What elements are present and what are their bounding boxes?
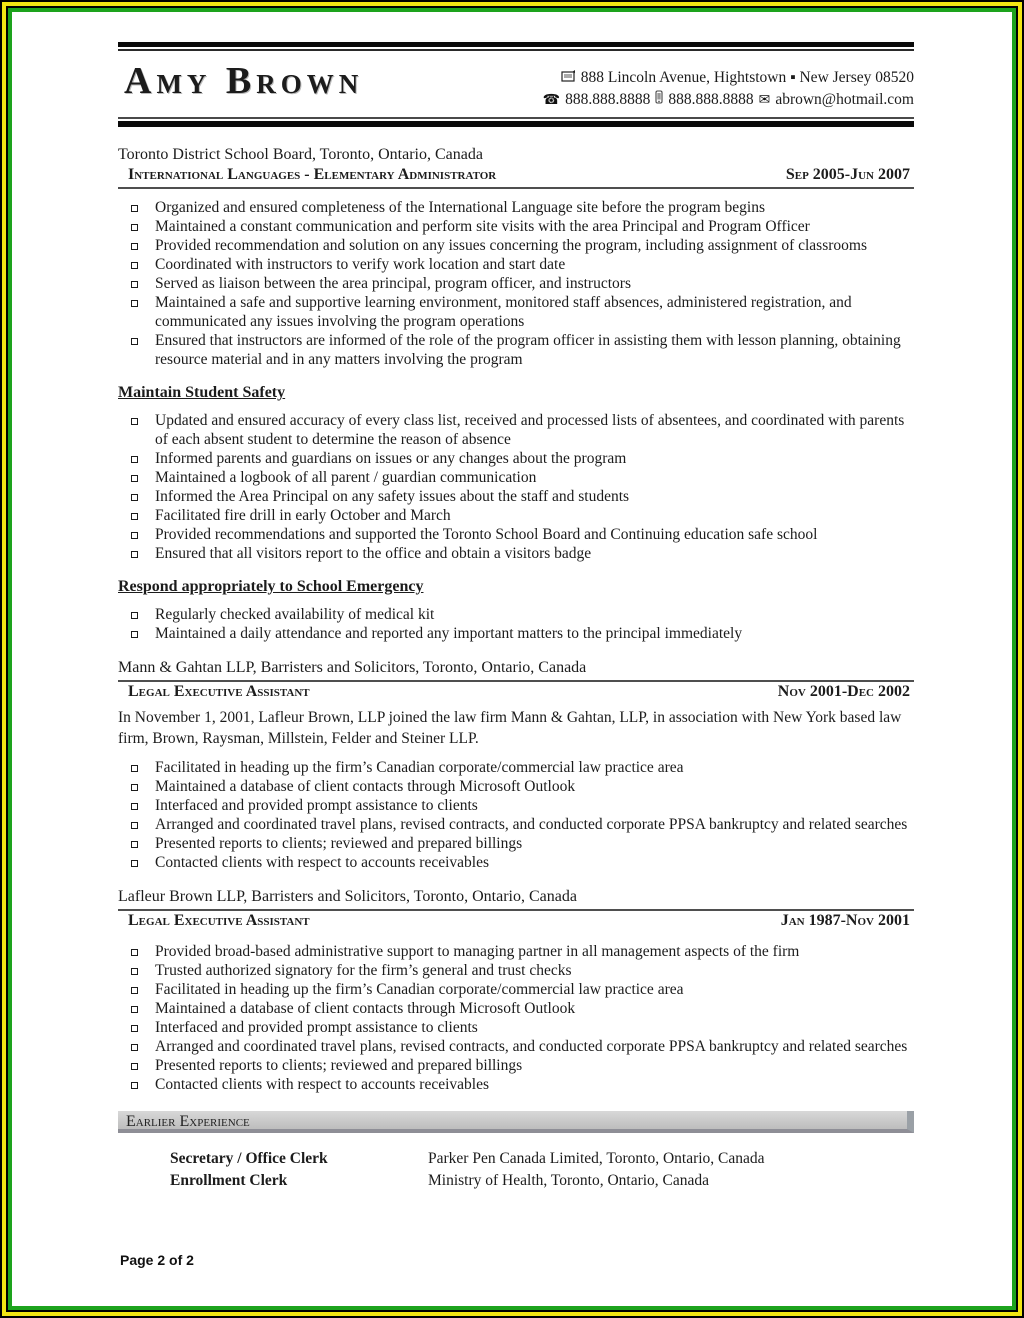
list-item — [118, 624, 914, 643]
bullet-text: Facilitated in heading up the firm’s Canadian corporate/commercial law practice area — [155, 759, 684, 776]
list-item — [118, 411, 914, 449]
bullet-text: Arranged and coordinated travel plans, revised contracts, and conducted corporate PPSA bankruptcy and related searches — [155, 1038, 908, 1055]
job1-title-row — [118, 165, 914, 189]
cellphone-icon — [655, 89, 663, 111]
letter-icon — [561, 67, 576, 89]
phone-number: 888.888.8888 — [565, 91, 651, 108]
list-item — [118, 1056, 914, 1075]
bullet-text: Arranged and coordinated travel plans, revised contracts, and conducted corporate PPSA bankruptcy and related searches — [155, 816, 908, 833]
bullet-text: Provided broad-based administrative support to managing partner in all management aspects of the firm — [155, 943, 800, 960]
bullet-square-icon — [118, 999, 155, 1013]
earlier-role: Enrollment Clerk — [170, 1172, 288, 1189]
bullet-text: Interfaced and provided prompt assistance to clients — [155, 797, 478, 814]
bullet-square-icon — [118, 815, 155, 829]
job3-title-row — [118, 911, 914, 933]
job1-company: Toronto District School Board, Toronto, Ontario, Canada — [118, 146, 483, 163]
earlier-org: Ministry of Health, Toronto, Ontario, Canada — [428, 1172, 710, 1189]
candidate-name: Amy Brown — [124, 60, 364, 102]
bullet-text: Presented reports to clients; reviewed and prepared billings — [155, 1057, 523, 1074]
bullet-text: Facilitated fire drill in early October and March — [155, 507, 451, 524]
job2-title-row — [118, 682, 914, 704]
emergency-heading: Respond appropriately to School Emergency — [118, 578, 424, 595]
mobile-number: 888.888.8888 — [668, 91, 754, 108]
bullet-square-icon — [118, 942, 155, 956]
bullet-text: Trusted authorized signatory for the firm’s general and trust checks — [155, 962, 572, 979]
list-item — [118, 1075, 914, 1094]
bullet-text: Maintained a database of client contacts through Microsoft Outlook — [155, 1000, 576, 1017]
header-bottom-rule — [118, 117, 914, 127]
list-item — [118, 1018, 914, 1037]
job3-bullet-list — [118, 942, 914, 1094]
job2-section — [118, 658, 914, 872]
list-item — [118, 198, 914, 217]
list-item — [118, 331, 914, 369]
bullet-square-icon — [118, 1018, 155, 1032]
list-item — [118, 506, 914, 525]
bullet-square-icon — [118, 853, 155, 867]
bullet-square-icon — [118, 449, 155, 463]
address-row — [543, 67, 914, 89]
earlier-experience-section — [118, 1111, 914, 1191]
bullet-text: Maintained a constant communication and perform site visits with the area Principal and Program Officer — [155, 218, 810, 235]
job2-dates: Nov 2001-Dec 2002 — [777, 683, 910, 700]
address-text: 888 Lincoln Avenue, Hightstown ▪ New Jersey 08520 — [580, 69, 914, 86]
resume-header — [118, 59, 914, 111]
job1-dates: Sep 2005-Jun 2007 — [785, 166, 910, 183]
bullet-text: Ensured that all visitors report to the office and obtain a visitors badge — [155, 545, 592, 562]
bullet-text: Contacted clients with respect to accounts receivables — [155, 854, 489, 871]
bullet-square-icon — [118, 255, 155, 269]
earlier-experience-heading-bar: Earlier Experience — [118, 1111, 914, 1133]
bullet-square-icon — [118, 1056, 155, 1070]
job3-company: Lafleur Brown LLP, Barristers and Solicitors, Toronto, Ontario, Canada — [118, 887, 914, 911]
bullet-text: Presented reports to clients; reviewed and prepared billings — [155, 835, 523, 852]
bullet-text: Coordinated with instructors to verify work location and start date — [155, 256, 566, 273]
list-item — [118, 255, 914, 274]
bullet-square-icon — [118, 525, 155, 539]
bullet-square-icon — [118, 236, 155, 250]
bullet-text: Updated and ensured accuracy of every class list, received and processed lists of absentees, and coordinated with parents of each absent student to determine the reason of absence — [155, 412, 905, 448]
bullet-text: Organized and ensured completeness of the International Language site before the program begins — [155, 199, 766, 216]
resume-page — [118, 42, 914, 1191]
bullet-square-icon — [118, 961, 155, 975]
list-item — [118, 1037, 914, 1056]
list-item — [118, 217, 914, 236]
emergency-bullet-list — [118, 605, 914, 643]
bullet-text: Maintained a daily attendance and reported any important matters to the principal immediately — [155, 625, 743, 642]
earlier-experience-rows — [170, 1149, 914, 1191]
safety-subsection — [118, 384, 914, 563]
bullet-square-icon — [118, 487, 155, 501]
bullet-text: Maintained a safe and supportive learning environment, monitored staff absences, administered registration, and communicated any issues involving the program operations — [155, 294, 852, 330]
list-item — [118, 525, 914, 544]
bullet-square-icon — [118, 411, 155, 425]
bullet-text: Maintained a database of client contacts through Microsoft Outlook — [155, 778, 576, 795]
safety-bullet-list — [118, 411, 914, 563]
emergency-subsection — [118, 578, 914, 643]
bullet-square-icon — [118, 293, 155, 307]
header-top-rule — [118, 42, 914, 51]
list-item — [118, 449, 914, 468]
bullet-text: Informed parents and guardians on issues or any changes about the program — [155, 450, 627, 467]
bullet-text: Provided recommendation and solution on any issues concerning the program, including assignment of classrooms — [155, 237, 868, 254]
job2-intro-paragraph: In November 1, 2001, Lafleur Brown, LLP joined the law firm Mann & Gahtan, LLP, in association with New York based law firm, Brown, Raysman, Millstein, Felder and Steiner LLP. — [118, 709, 902, 747]
list-item — [118, 758, 914, 777]
envelope-icon: ✉ — [758, 92, 771, 108]
list-item — [118, 544, 914, 563]
bullet-text: Interfaced and provided prompt assistance to clients — [155, 1019, 478, 1036]
phone-icon: ☎ — [542, 92, 561, 108]
safety-heading: Maintain Student Safety — [118, 384, 286, 401]
email-text: abrown@hotmail.com — [775, 91, 914, 108]
list-item — [118, 961, 914, 980]
bullet-square-icon — [118, 468, 155, 482]
list-item — [118, 942, 914, 961]
job1-title: International Languages - Elementary Administrator — [128, 166, 497, 183]
earlier-org: Parker Pen Canada Limited, Toronto, Ontario, Canada — [428, 1150, 765, 1167]
bullet-text: Facilitated in heading up the firm’s Canadian corporate/commercial law practice area — [155, 981, 684, 998]
bullet-text: Served as liaison between the area principal, program officer, and instructors — [155, 275, 631, 292]
job3-section — [118, 887, 914, 1094]
bullet-text: Provided recommendations and supported the Toronto School Board and Continuing education safe school — [155, 526, 818, 543]
bullet-square-icon — [118, 1075, 155, 1089]
bullet-text: Regularly checked availability of medical kit — [155, 606, 435, 623]
bullet-square-icon — [118, 796, 155, 810]
list-item — [118, 815, 914, 834]
job3-dates: Jan 1987-Nov 2001 — [780, 912, 910, 929]
job2-bullet-list — [118, 758, 914, 872]
job1-bullet-list — [118, 198, 914, 369]
bullet-square-icon — [118, 506, 155, 520]
job3-title: Legal Executive Assistant — [128, 912, 310, 929]
earlier-role: Secretary / Office Clerk — [170, 1150, 328, 1167]
bullet-square-icon — [118, 217, 155, 231]
list-item — [118, 777, 914, 796]
bullet-square-icon — [118, 331, 155, 345]
job2-title: Legal Executive Assistant — [128, 683, 310, 700]
bullet-square-icon — [118, 758, 155, 772]
list-item — [118, 487, 914, 506]
bullet-square-icon — [118, 198, 155, 212]
list-item — [118, 468, 914, 487]
job1-section — [118, 145, 914, 369]
list-item — [118, 980, 914, 999]
list-item — [118, 274, 914, 293]
bullet-square-icon — [118, 1037, 155, 1051]
bullet-square-icon — [118, 605, 155, 619]
phone-email-row — [543, 89, 914, 111]
list-item — [118, 236, 914, 255]
list-item — [118, 834, 914, 853]
bullet-square-icon — [118, 980, 155, 994]
bullet-text: Ensured that instructors are informed of the role of the program officer in assisting them with lesson planning, obtaining resource material and in any matters involving the program — [155, 332, 901, 368]
list-item — [118, 605, 914, 624]
bullet-square-icon — [118, 624, 155, 638]
bullet-text: Contacted clients with respect to accounts receivables — [155, 1076, 489, 1093]
bullet-text: Informed the Area Principal on any safety issues about the staff and students — [155, 488, 630, 505]
bullet-square-icon — [118, 544, 155, 558]
list-item — [118, 796, 914, 815]
bullet-square-icon — [118, 777, 155, 791]
list-item — [118, 293, 914, 331]
job2-company: Mann & Gahtan LLP, Barristers and Solicitors, Toronto, Ontario, Canada — [118, 658, 914, 682]
bullet-text: Maintained a logbook of all parent / guardian communication — [155, 469, 537, 486]
contact-block — [543, 59, 914, 111]
bullet-square-icon — [118, 274, 155, 288]
list-item — [118, 999, 914, 1018]
bullet-square-icon — [118, 834, 155, 848]
page-number: Page 2 of 2 — [120, 1252, 194, 1268]
list-item — [118, 853, 914, 872]
